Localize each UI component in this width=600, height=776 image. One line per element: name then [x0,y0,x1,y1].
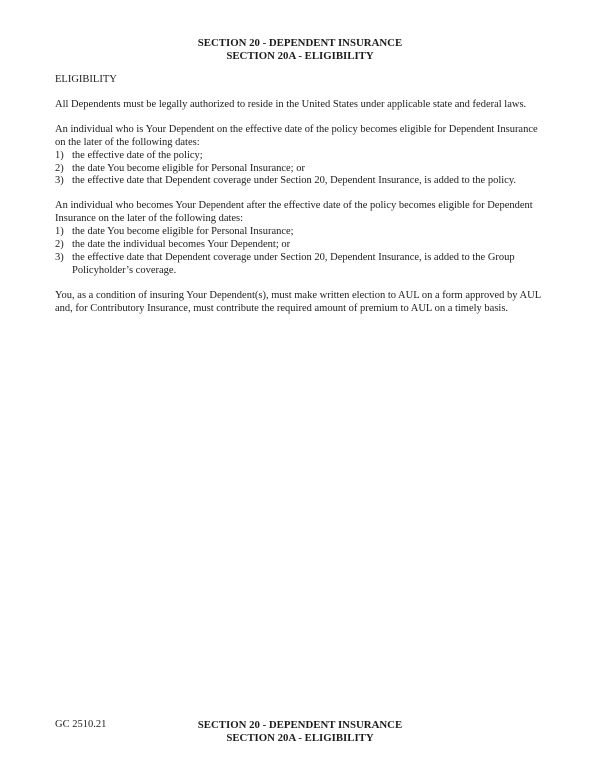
list-item-text: the effective date of the policy; [72,149,203,161]
paragraph-eligible-on-effective: An individual who is Your Dependent on the effective date of the policy becomes eligible for Dependent Insurance on the later of the following dates: [55,123,538,148]
paragraph-election: You, as a condition of insuring Your Dependent(s), must make written election to AUL on a form approved by AUL and, for Contributory Insurance, must contribute the required amount of premium to AUL on a timely basis. [55,289,541,314]
list-item-text: the date You become eligible for Personal Insurance; [72,226,294,238]
footer-section-title: SECTION 20 - DEPENDENT INSURANCE [197,719,403,731]
paragraph-residency: All Dependents must be legally authorized to reside in the United States under applicable state and federal laws. [55,98,527,110]
list-item [55,175,546,188]
list-eligible-after-effective [55,226,546,278]
paragraph-eligible-after-effective: An individual who becomes Your Dependent after the effective date of the policy becomes eligible for Dependent Insurance on the later of the following dates: [55,200,533,225]
list-item-number: 1) [55,149,64,161]
document-body [55,74,546,316]
list-item-number: 2) [55,162,64,174]
list-item-text: the effective date that Dependent coverage under Section 20, Dependent Insurance, is added to the Group Policyholder’s coverage. [72,251,515,276]
eligibility-heading: ELIGIBILITY [55,74,117,85]
footer-subsection-title: SECTION 20A - ELIGIBILITY [226,732,374,744]
list-item [55,226,546,239]
list-item [55,252,546,278]
list-item-text: the date the individual becomes Your Dependent; or [72,239,291,251]
list-item-number: 1) [55,226,64,238]
doc-header [0,37,600,63]
list-item [55,150,546,163]
header-section-title: SECTION 20 - DEPENDENT INSURANCE [197,37,403,49]
doc-footer [0,719,600,745]
list-item [55,163,546,176]
list-item-number: 2) [55,239,64,251]
list-item-number: 3) [55,175,64,187]
header-subsection-title: SECTION 20A - ELIGIBILITY [226,50,374,62]
list-item-number: 3) [55,251,64,263]
list-eligible-on-effective [55,150,546,189]
list-item [55,239,546,252]
list-item-text: the effective date that Dependent coverage under Section 20, Dependent Insurance, is added to the policy. [72,175,517,187]
form-number: GC 2510.21 [55,719,107,730]
list-item-text: the date You become eligible for Personal Insurance; or [72,162,305,174]
